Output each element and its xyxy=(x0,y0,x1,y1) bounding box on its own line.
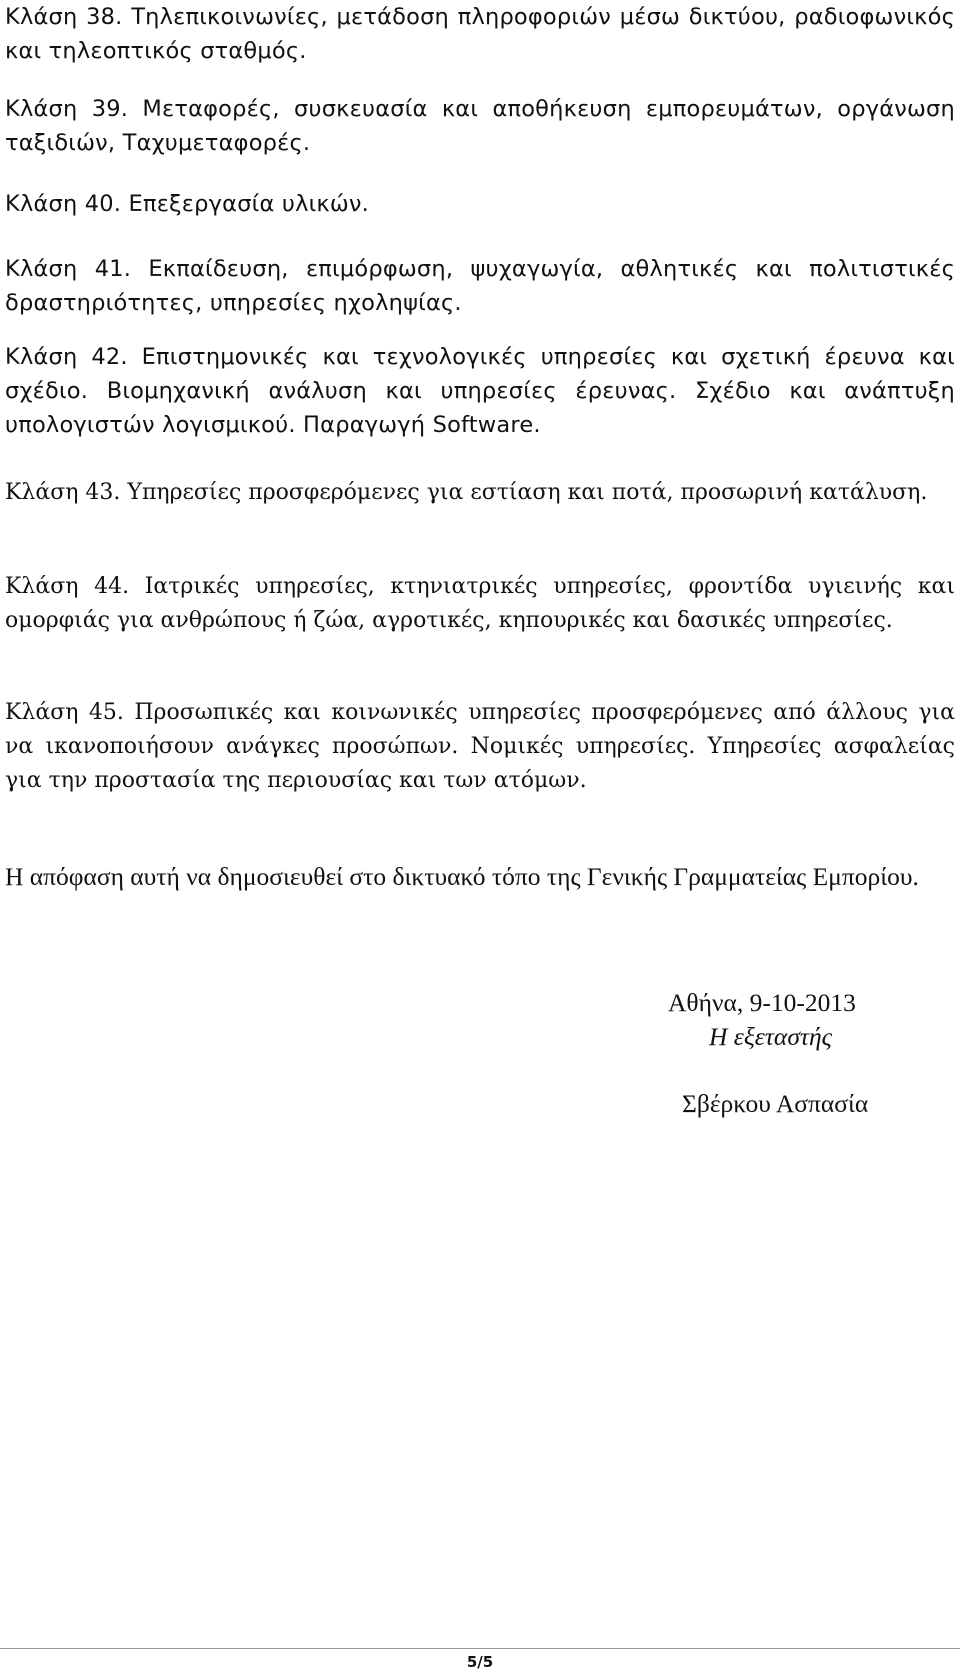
class-45-label: Κλάση 45. xyxy=(5,700,124,725)
class-43-paragraph xyxy=(5,476,955,510)
class-44-label: Κλάση 44. xyxy=(5,574,130,599)
class-44-text: Ιατρικές υπηρεσίες, κτηνιατρικές υπηρεσίες, φροντίδα υγιεινής και ομορφιάς για ανθρώπους ή ζώα, αγροτικές, κηπουρικές και δασικές υπηρεσίες. xyxy=(5,574,955,633)
footer-divider xyxy=(0,1648,960,1649)
page-number: 5/5 xyxy=(466,1653,494,1671)
class-45-paragraph xyxy=(5,696,955,798)
class-41-paragraph xyxy=(5,252,955,320)
class-38-text: Τηλεπικοινωνίες, μετάδοση πληροφοριών μέσω δικτύου, ραδιοφωνικός και τηλεοπτικός σταθμός. xyxy=(5,4,955,64)
class-42-paragraph xyxy=(5,340,955,442)
class-40-text: Επεξεργασία υλικών. xyxy=(128,191,370,217)
class-43-text: Υπηρεσίες προσφερόμενες για εστίαση και ποτά, προσωρινή κατάλυση. xyxy=(127,480,928,505)
class-41-text: Εκπαίδευση, επιμόρφωση, ψυχαγωγία, αθλητικές και πολιτιστικές δραστηριότητες, υπηρεσίες ηχοληψίας. xyxy=(5,256,955,316)
class-45-text: Προσωπικές και κοινωνικές υπηρεσίες προσφερόμενες από άλλους για να ικανοποιήσουν ανάγκες προσώπων. Νομικές υπηρεσίες. Υπηρεσίες ασφαλείας για την προστασία της περιουσίας και των ατόμων. xyxy=(5,700,955,793)
signoff-name: Σβέρκου Ασπασία xyxy=(682,1089,869,1118)
class-39-paragraph xyxy=(5,92,955,160)
signoff-role: Η εξεταστής xyxy=(709,1022,833,1051)
class-40-label: Κλάση 40. xyxy=(5,191,122,217)
class-40-paragraph xyxy=(5,187,955,221)
class-39-label: Κλάση 39. xyxy=(5,96,129,122)
signoff-place-date: Αθήνα, 9-10-2013 xyxy=(668,988,856,1017)
class-42-text: Επιστημονικές και τεχνολογικές υπηρεσίες και σχετική έρευνα και σχέδιο. Βιομηχανική ανάλυση και υπηρεσίες έρευνας. Σχέδιο και ανάπτυξη υπολογιστών λογισμικού. Παραγωγή Software. xyxy=(5,344,955,438)
class-44-paragraph xyxy=(5,570,955,638)
class-43-label: Κλάση 43. xyxy=(5,480,121,505)
class-38-label: Κλάση 38. xyxy=(5,4,123,30)
class-42-label: Κλάση 42. xyxy=(5,344,128,370)
class-38-paragraph xyxy=(5,0,955,68)
class-41-label: Κλάση 41. xyxy=(5,256,132,282)
class-39-text: Μεταφορές, συσκευασία και αποθήκευση εμπορευμάτων, οργάνωση ταξιδιών, Ταχυμεταφορές. xyxy=(5,96,955,156)
publication-note: Η απόφαση αυτή να δημοσιευθεί στο δικτυακό τόπο της Γενικής Γραμματείας Εμπορίου. xyxy=(5,862,919,891)
